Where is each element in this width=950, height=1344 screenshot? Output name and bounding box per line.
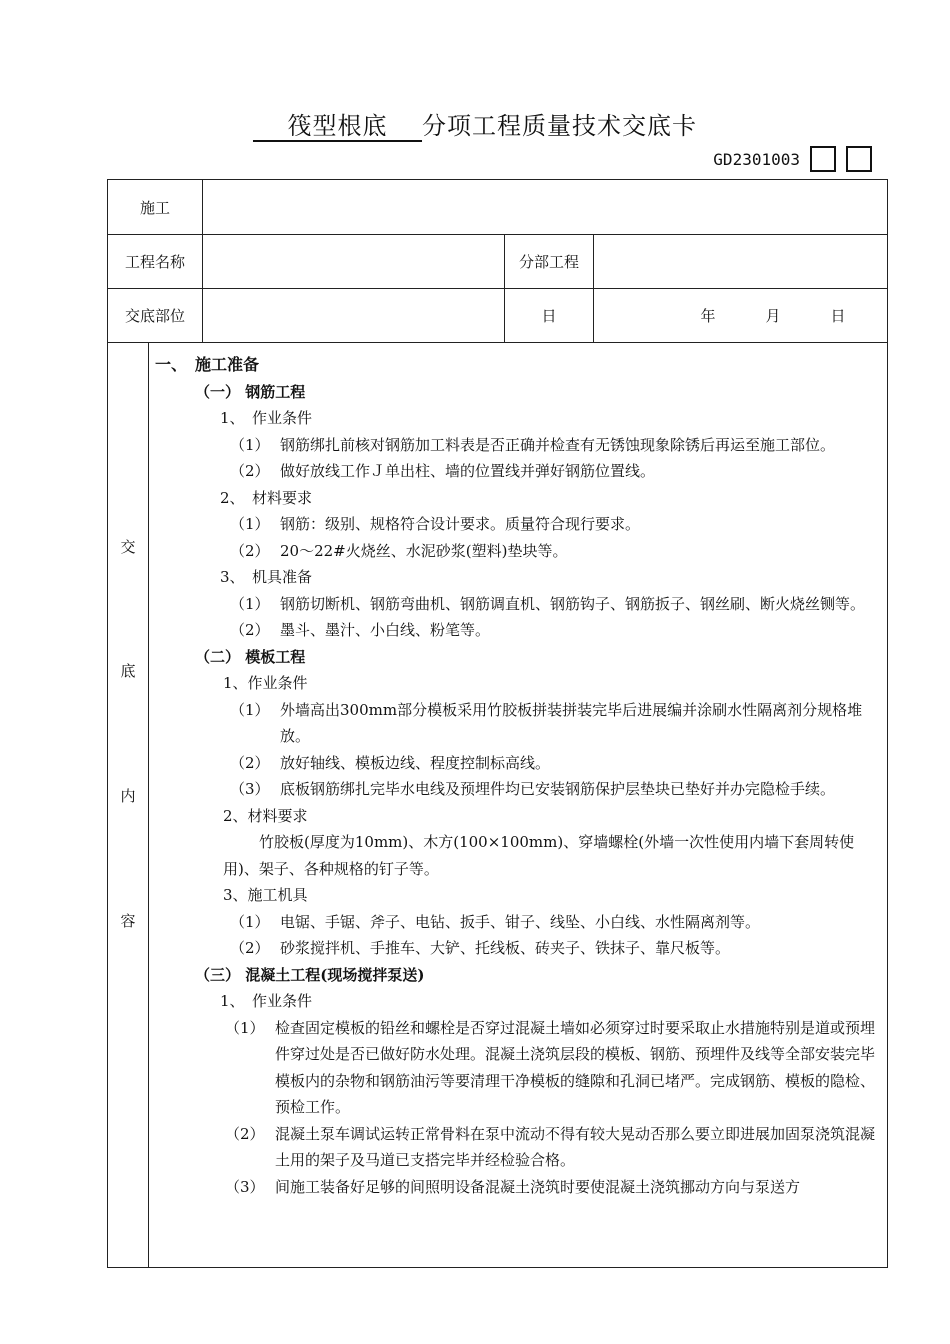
item-text: 做好放线工作Ｊ单出柱、墙的位置线并弹好钢筋位置线。 [280, 462, 656, 480]
document-code: GD2301003 [713, 149, 800, 169]
label-disclosure-location: 交底部位 [124, 306, 185, 325]
list-item [155, 538, 885, 565]
item-text: 外墙高出300mm部分模板采用竹胶板拼装拼装完毕后进展编并涂刷水性隔离剂分规格堆放。 [280, 700, 863, 745]
item-heading: 2、 材料要求 [220, 488, 313, 507]
item-number: （1） [230, 912, 270, 931]
item-number: （2） [230, 939, 270, 957]
item-number: （1） [230, 515, 270, 533]
list-item [155, 511, 885, 538]
date-year: 年 [700, 306, 716, 325]
item-number: （2） [225, 1124, 265, 1143]
item-text: 钢筋切断机、钢筋弯曲机、钢筋调直机、钢筋钩子、钢筋扳子、钢丝刷、断火烧丝铡等。 [280, 594, 866, 613]
list-item [155, 935, 885, 962]
item-heading: 1、 作业条件 [220, 409, 313, 427]
item-heading: 1、作业条件 [223, 674, 308, 692]
label-construction: 施工 [139, 198, 170, 217]
item-text: 20～22#火烧丝、水泥砂浆(塑料)垫块等。 [280, 541, 568, 560]
document-code-area [713, 146, 872, 172]
subsection-heading: （三） 混凝土工程(现场搅拌泵送) [195, 965, 425, 984]
label-division: 分部工程 [518, 252, 579, 271]
date-day: 日 [830, 306, 846, 325]
title-rest: 分项工程质量技术交底卡 [422, 112, 698, 140]
item-number: （1） [230, 700, 270, 719]
list-item [155, 591, 885, 618]
list-item [155, 909, 885, 936]
list-item [155, 1174, 885, 1201]
list-item [155, 617, 885, 644]
project-name-value[interactable] [203, 234, 503, 288]
disclosure-content [155, 352, 885, 1200]
disclosure-location-value[interactable] [203, 288, 503, 342]
item-text: 底板钢筋绑扎完毕水电线及预埋件均已安装钢筋保护层垫块已垫好并办完隐检手续。 [280, 780, 836, 798]
item-text: 混凝土泵车调试运转正常骨料在泵中流动不得有较大晃动否那么要立即进展加固泵浇筑混凝土用的架子及马道已支搭完毕并经检验合格。 [275, 1124, 876, 1169]
label-date: 日 [541, 306, 557, 325]
item-heading: 2、材料要求 [223, 806, 308, 825]
item-heading: 1、 作业条件 [220, 992, 313, 1010]
item-text: 钢筋绑扎前核对钢筋加工料表是否正确并检查有无锈蚀现象除锈后再运至施工部位。 [280, 435, 836, 454]
title-project-type: 筏型根底 [287, 112, 388, 140]
list-item [155, 1121, 885, 1174]
list-item [155, 697, 885, 750]
item-number: （3） [230, 780, 270, 798]
item-number: （2） [230, 753, 270, 772]
item-number: （2） [230, 462, 270, 480]
list-item [155, 750, 885, 777]
document-title [0, 106, 950, 141]
list-item [155, 432, 885, 459]
list-item [155, 776, 885, 803]
side-label-char: 底 [120, 662, 136, 680]
item-text: 放好轴线、模板边线、程度控制标高线。 [280, 753, 551, 772]
item-text: 砂浆搅拌机、手推车、大铲、托线板、砖夹子、铁抹子、靠尺板等。 [280, 939, 731, 957]
row-divider [108, 342, 887, 343]
list-item [155, 458, 885, 485]
item-text: 检查固定模板的铅丝和螺栓是否穿过混凝土墙如必须穿过时要采取止水措施特别是道或预埋件穿过处是否已做好防水处理。混凝土浇筑层段的模板、钢筋、预埋件及线等全部安装完毕模板内的杂物和钢筋油污等要清理干净模板的缝隙和孔洞已堵严。完成钢筋、模板的隐检、预检工作。 [275, 1018, 876, 1116]
item-number: （3） [225, 1177, 265, 1196]
side-label-char: 容 [120, 912, 136, 930]
paragraph: 竹胶板(厚度为10mm)、木方(100×100mm)、穿墙螺栓(外墙一次性使用内墙下套周转使用)、架子、各种规格的钉子等。 [223, 833, 855, 878]
item-text: 墨斗、墨汁、小白线、粉笔等。 [280, 621, 491, 639]
item-text: 电锯、手锯、斧子、电钻、扳手、钳子、线坠、小白线、水性隔离剂等。 [280, 912, 761, 931]
item-number: （2） [230, 621, 270, 639]
division-value[interactable] [594, 234, 887, 288]
item-number: （2） [230, 541, 270, 560]
date-month: 月 [765, 306, 781, 325]
subsection-heading: （一） 钢筋工程 [195, 382, 306, 401]
item-number: （1） [230, 435, 270, 454]
disclosure-table [107, 179, 888, 1268]
side-label-char: 内 [120, 787, 136, 805]
construction-value[interactable] [203, 180, 887, 234]
item-text: 间施工装备好足够的间照明设备混凝土浇筑时要使混凝土浇筑挪动方向与泵送方 [275, 1177, 801, 1196]
checkbox-2[interactable] [846, 146, 872, 172]
item-heading: 3、 机具准备 [220, 568, 313, 586]
side-label-char: 交 [120, 538, 136, 556]
list-item [155, 1015, 885, 1121]
subsection-heading: （二） 模板工程 [195, 647, 306, 666]
item-number: （1） [230, 594, 270, 613]
label-project-name: 工程名称 [124, 252, 185, 271]
section-heading: 一、 施工准备 [155, 355, 260, 374]
checkbox-1[interactable] [810, 146, 836, 172]
col-divider [148, 342, 149, 1268]
item-number: （1） [225, 1018, 265, 1037]
item-heading: 3、施工机具 [223, 886, 308, 904]
item-text: 钢筋：级别、规格符合设计要求。质量符合现行要求。 [280, 515, 641, 533]
